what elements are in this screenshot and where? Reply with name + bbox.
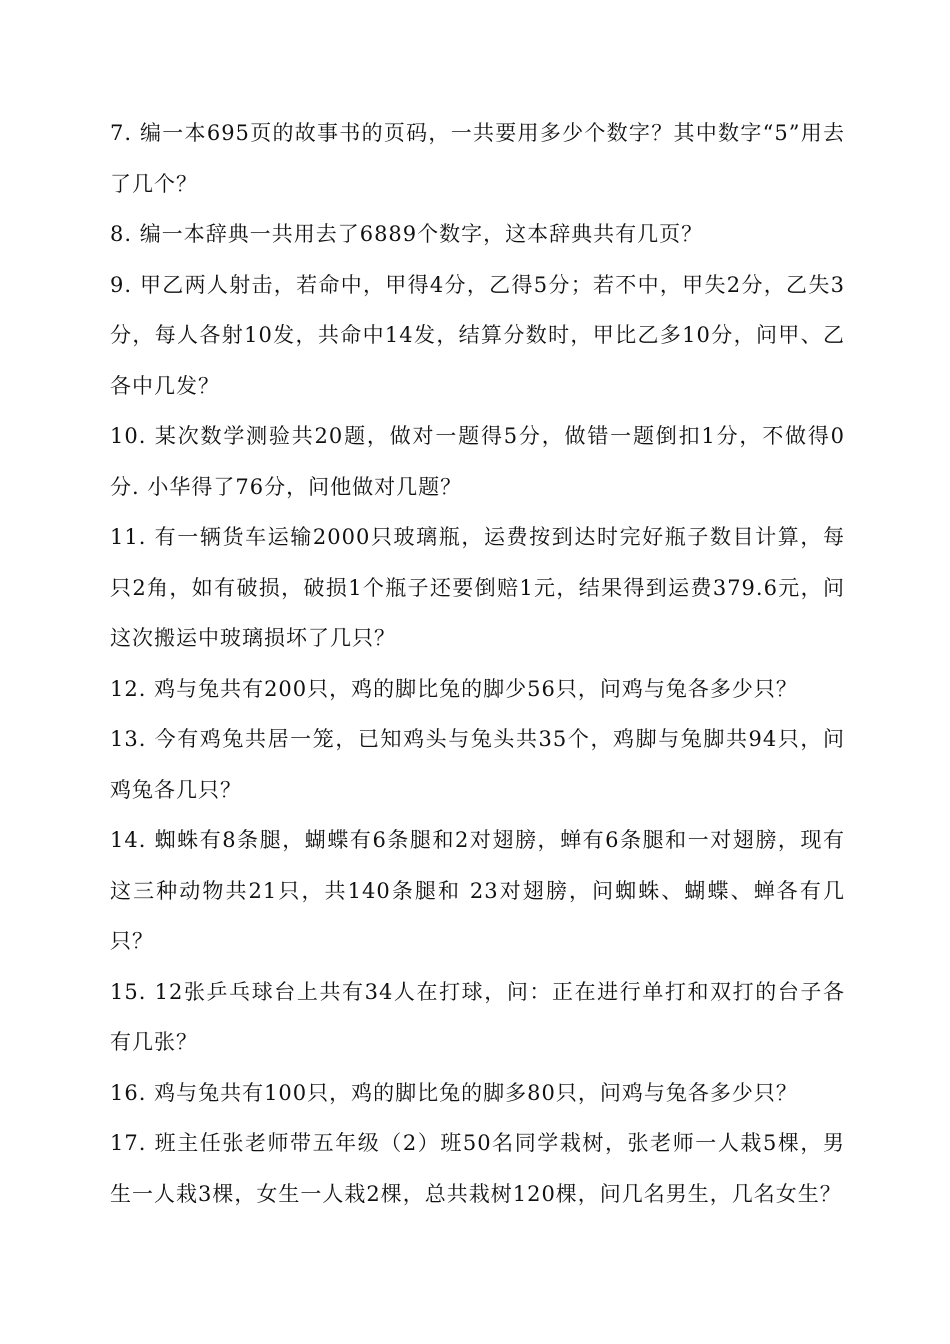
- problem-8: 8. 编一本辞典一共用去了6889个数字，这本辞典共有几页？: [110, 222, 704, 246]
- problem-17: 17. 班主任张老师带五年级（2）班50名同学栽树，张老师一人栽5棵，男生一人栽3棵，女生一人栽2棵，总共栽树120棵，问几名男生，几名女生？: [110, 1131, 845, 1206]
- problem-12: 12. 鸡与兔共有200只，鸡的脚比兔的脚少56只，问鸡与兔各多少只？: [110, 676, 798, 701]
- problem-10: 10. 某次数学测验共20题，做对一题得5分，做错一题倒扣1分，不做得0分. 小华得了76分，问他做对几题？: [110, 424, 845, 499]
- problem-13: 13. 今有鸡兔共居一笼，已知鸡头与兔头共35个，鸡脚与兔脚共94只，问鸡兔各几只？: [110, 727, 845, 802]
- problem-11: 11. 有一辆货车运输2000只玻璃瓶，运费按到达时完好瓶子数目计算，每只2角，如有破损，破损1个瓶子还要倒赔1元，结果得到运费379.6元，问这次搬运中玻璃损坏了几只？: [110, 525, 845, 650]
- problem-list: [110, 108, 845, 1219]
- problem-7: 7. 编一本695页的故事书的页码，一共要用多少个数字？其中数字“5”用去了几个？: [110, 121, 845, 196]
- problem-14: 14. 蜘蛛有8条腿，蝴蝶有6条腿和2对翅膀，蝉有6条腿和一对翅膀，现有这三种动物共21只，共140条腿和 23对翅膀，问蜘蛛、蝴蝶、蝉各有几只？: [110, 828, 845, 953]
- problem-16: 16. 鸡与兔共有100只，鸡的脚比兔的脚多80只，问鸡与兔各多少只？: [110, 1080, 798, 1105]
- problem-9: 9. 甲乙两人射击，若命中，甲得4分，乙得5分；若不中，甲失2分，乙失3分，每人各射10发，共命中14发，结算分数时，甲比乙多10分，问甲、乙各中几发？: [110, 272, 845, 398]
- problem-15: 15. 12张乒乓球台上共有34人在打球，问：正在进行单打和双打的台子各有几张？: [110, 979, 845, 1054]
